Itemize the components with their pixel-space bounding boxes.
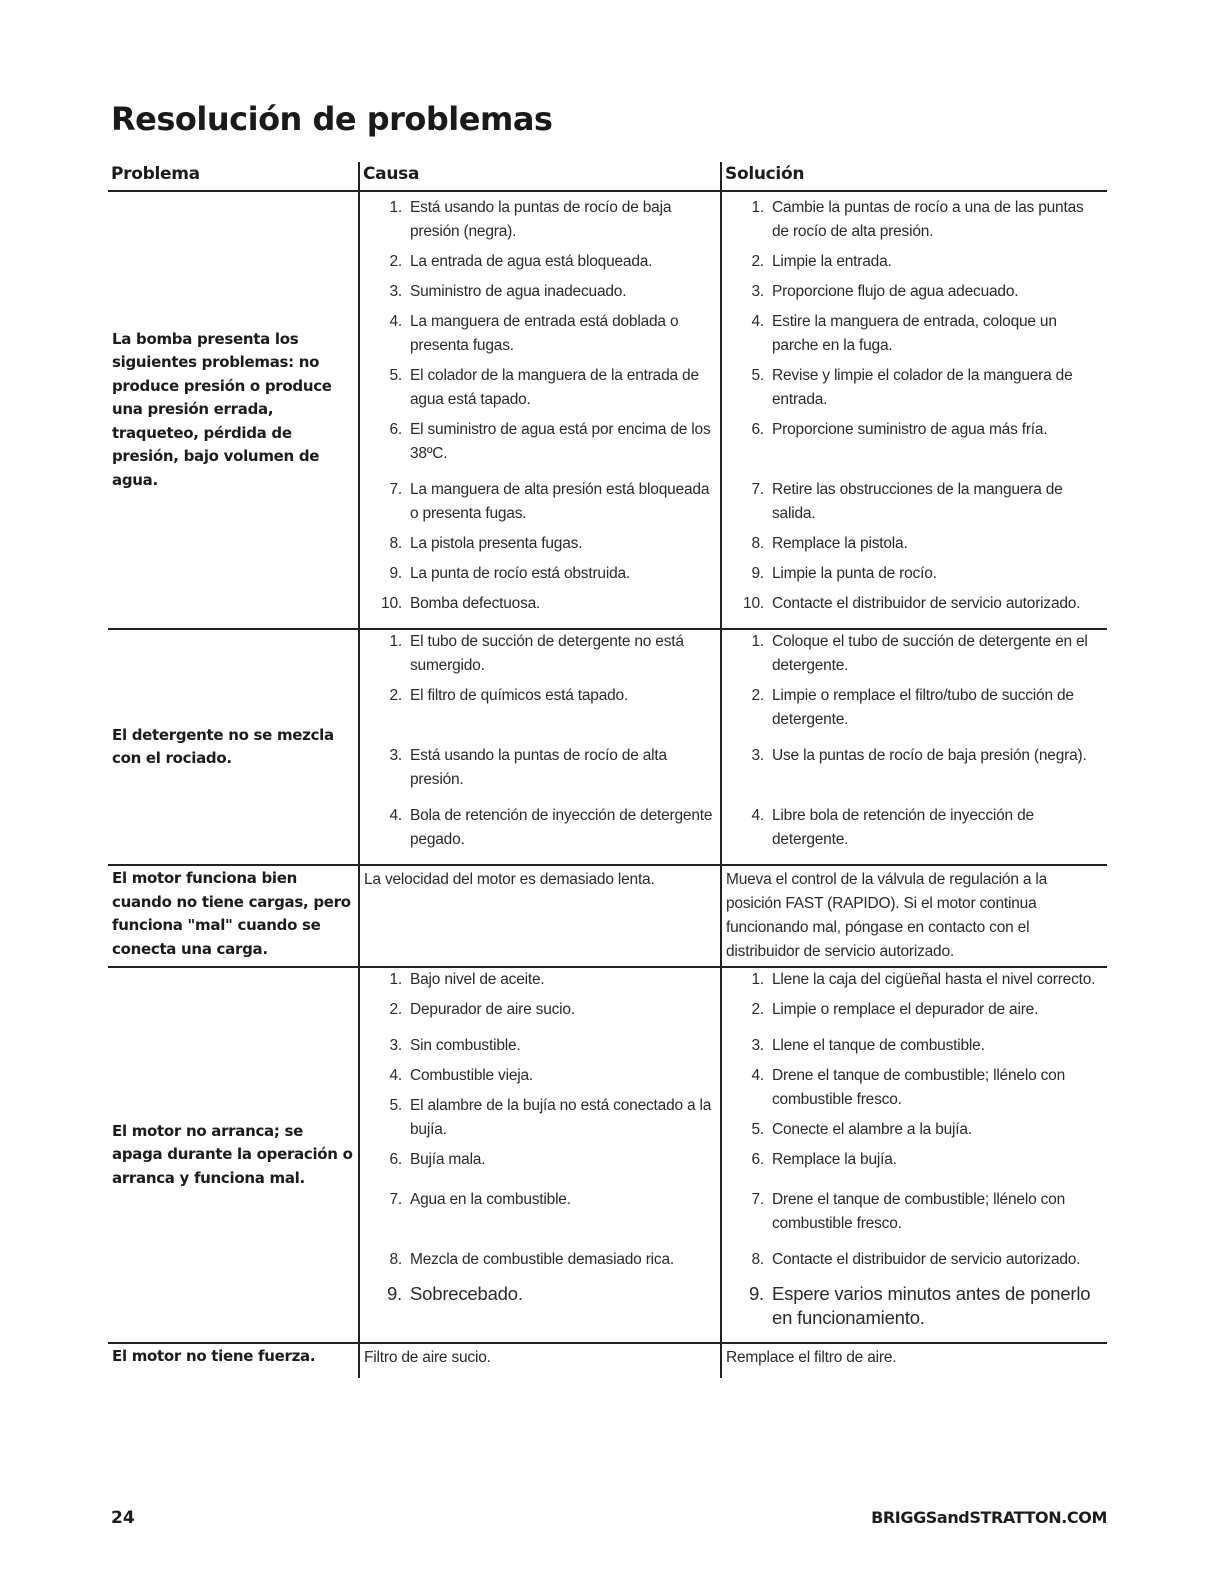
item-number: 3. xyxy=(389,747,402,764)
solution-item xyxy=(722,1034,1108,1058)
cause-item-text: Bujía mala. xyxy=(410,1151,486,1168)
item-number: 7. xyxy=(389,1191,402,1208)
problem-text: El detergente no se mezcla con el rociado. xyxy=(112,725,334,767)
cause-item xyxy=(360,804,720,852)
cause-item-text: Sin combustible. xyxy=(410,1037,521,1054)
cause-item xyxy=(360,250,720,274)
header-solution: Solución xyxy=(725,164,805,184)
cause-item xyxy=(360,592,720,616)
item-number: 9. xyxy=(389,565,402,582)
cause-item-text: La manguera de alta presión está bloqueada o presenta fugas. xyxy=(410,481,710,522)
solution-item-text: Estire la manguera de entrada, coloque un parche en la fuga. xyxy=(772,313,1057,354)
item-number: 5. xyxy=(389,367,402,384)
item-number: 1. xyxy=(751,971,764,988)
solution-item-text: Libre bola de retención de inyección de detergente. xyxy=(772,807,1034,848)
solution-item-text: Cambie la puntas de rocío a una de las puntas de rocío de alta presión. xyxy=(772,199,1084,240)
solution-item xyxy=(722,532,1108,556)
item-number: 8. xyxy=(751,535,764,552)
cause-item-text: Bola de retención de inyección de detergente pegado. xyxy=(410,807,713,848)
solution-item-text: Limpie la punta de rocío. xyxy=(772,565,937,582)
solution-item-text: Espere varios minutos antes de ponerlo en funcionamiento. xyxy=(772,1283,1091,1328)
item-number: 4. xyxy=(751,313,764,330)
item-number: 2. xyxy=(389,253,402,270)
solution-item-text: Proporcione suministro de agua más fría. xyxy=(772,421,1048,438)
solution-item xyxy=(722,592,1108,616)
solution-item-text: Drene el tanque de combustible; llénelo con combustible fresco. xyxy=(772,1067,1065,1108)
solution-item-text: Llene el tanque de combustible. xyxy=(772,1037,985,1054)
item-number: 3. xyxy=(751,1037,764,1054)
cause-item xyxy=(360,1188,720,1242)
header-problem: Problema xyxy=(111,164,200,184)
table-row xyxy=(108,866,1107,968)
item-number: 1. xyxy=(389,199,402,216)
cause-item-text: Bajo nivel de aceite. xyxy=(410,971,545,988)
solution-item xyxy=(722,630,1108,678)
cause-item xyxy=(360,280,720,304)
cause-item-text: Mezcla de combustible demasiado rica. xyxy=(410,1251,674,1268)
item-number: 7. xyxy=(389,481,402,498)
solution-item-text: Revise y limpie el colador de la manguera de entrada. xyxy=(772,367,1073,408)
solution-item xyxy=(722,280,1108,304)
table-row xyxy=(108,968,1107,1344)
item-number: 1. xyxy=(751,633,764,650)
cause-item xyxy=(360,196,720,244)
cause-item-text: Está usando la puntas de rocío de alta presión. xyxy=(410,747,667,788)
item-number: 2. xyxy=(751,687,764,704)
problem-text: La bomba presenta los siguientes problemas: no produce presión o produce una presión errada, traqueteo, pérdida de presión, bajo volumen de agua. xyxy=(112,329,332,489)
solution-item xyxy=(722,364,1108,412)
cause-item xyxy=(360,1148,720,1182)
cause-item xyxy=(360,630,720,678)
cause-item-text: La entrada de agua está bloqueada. xyxy=(410,253,653,270)
solution-text: Remplace el filtro de aire. xyxy=(726,1349,897,1366)
solution-item-text: Llene la caja del cigüeñal hasta el nivel correcto. xyxy=(772,971,1096,988)
cause-text: Filtro de aire sucio. xyxy=(364,1349,491,1366)
solution-item-text: Proporcione flujo de agua adecuado. xyxy=(772,283,1019,300)
cause-item xyxy=(360,998,720,1028)
item-number: 4. xyxy=(751,1067,764,1084)
solution-item-text: Limpie o remplace el filtro/tubo de succión de detergente. xyxy=(772,687,1074,728)
problem-text: El motor funciona bien cuando no tiene cargas, pero funciona "mal" cuando se conecta una carga. xyxy=(112,869,351,958)
cause-item-text: Suministro de agua inadecuado. xyxy=(410,283,627,300)
item-number: 5. xyxy=(389,1097,402,1114)
solution-item xyxy=(722,418,1108,472)
solution-item xyxy=(722,998,1108,1028)
cause-item xyxy=(360,364,720,412)
cause-item xyxy=(360,744,720,798)
cause-item-text: El tubo de succión de detergente no está sumergido. xyxy=(410,633,684,674)
cause-item xyxy=(360,684,720,738)
cause-item xyxy=(360,1094,720,1142)
solution-text: Mueva el control de la válvula de regulación a la posición FAST (RAPIDO). Si el motor continua funcionando mal, póngase en contacto con el distribuidor de servicio autorizado. xyxy=(726,871,1048,960)
item-number: 3. xyxy=(751,283,764,300)
item-number: 6. xyxy=(389,1151,402,1168)
item-number: 8. xyxy=(751,1251,764,1268)
cause-item-text: Depurador de aire sucio. xyxy=(410,1001,575,1018)
item-number: 5. xyxy=(751,367,764,384)
cause-item xyxy=(360,310,720,358)
solution-item xyxy=(722,250,1108,274)
solution-item xyxy=(722,1148,1108,1182)
cause-item-text: Combustible vieja. xyxy=(410,1067,534,1084)
solution-list xyxy=(722,196,1108,616)
table-row xyxy=(108,1344,1107,1378)
table-row xyxy=(108,630,1107,866)
cause-item-text: Bomba defectuosa. xyxy=(410,595,541,612)
solution-list xyxy=(722,968,1108,1330)
table-row xyxy=(108,192,1107,630)
cause-text: La velocidad del motor es demasiado lenta. xyxy=(364,871,655,888)
item-number: 7. xyxy=(751,1191,764,1208)
item-number: 7. xyxy=(751,481,764,498)
website-footer: BRIGGSandSTRATTON.COM xyxy=(871,1508,1107,1527)
item-number: 4. xyxy=(389,313,402,330)
solution-list xyxy=(722,630,1108,852)
table-header-row xyxy=(108,162,1107,192)
cause-item-text: El alambre de la bujía no está conectado a la bujía. xyxy=(410,1097,712,1138)
item-number: 4. xyxy=(389,1067,402,1084)
cause-item-text: Está usando la puntas de rocío de baja presión (negra). xyxy=(410,199,672,240)
solution-item xyxy=(722,196,1108,244)
item-number: 6. xyxy=(751,421,764,438)
item-number: 9. xyxy=(386,1283,402,1304)
solution-item xyxy=(722,310,1108,358)
solution-item-text: Limpie la entrada. xyxy=(772,253,892,270)
solution-item xyxy=(722,478,1108,526)
cause-item xyxy=(360,1248,720,1276)
cause-item-text: El colador de la manguera de la entrada de agua está tapado. xyxy=(410,367,699,408)
cause-item-text: Agua en la combustible. xyxy=(410,1191,571,1208)
solution-item xyxy=(722,1188,1108,1242)
cause-item xyxy=(360,418,720,472)
item-number: 5. xyxy=(751,1121,764,1138)
header-cause: Causa xyxy=(363,164,420,184)
cause-item-text: La manguera de entrada está doblada o presenta fugas. xyxy=(410,313,679,354)
solution-item-text: Use la puntas de rocío de baja presión (negra). xyxy=(772,747,1087,764)
solution-item-text: Coloque el tubo de succión de detergente en el detergente. xyxy=(772,633,1088,674)
solution-item xyxy=(722,1248,1108,1276)
item-number: 2. xyxy=(389,687,402,704)
item-number: 1. xyxy=(389,633,402,650)
item-number: 2. xyxy=(751,1001,764,1018)
item-number: 3. xyxy=(751,747,764,764)
item-number: 10. xyxy=(381,595,402,612)
cause-item xyxy=(360,532,720,556)
item-number: 1. xyxy=(751,199,764,216)
cause-item xyxy=(360,1064,720,1088)
item-number: 8. xyxy=(389,1251,402,1268)
solution-item xyxy=(722,1118,1108,1142)
solution-item-text: Contacte el distribuidor de servicio autorizado. xyxy=(772,595,1081,612)
page-title: Resolución de problemas xyxy=(111,100,553,138)
item-number: 4. xyxy=(389,807,402,824)
cause-item xyxy=(360,968,720,992)
item-number: 1. xyxy=(389,971,402,988)
item-number: 9. xyxy=(748,1283,764,1304)
solution-item xyxy=(722,968,1108,992)
item-number: 9. xyxy=(751,565,764,582)
solution-item-text: Retire las obstrucciones de la manguera de salida. xyxy=(772,481,1063,522)
item-number: 4. xyxy=(751,807,764,824)
solution-item xyxy=(722,562,1108,586)
item-number: 2. xyxy=(389,1001,402,1018)
item-number: 2. xyxy=(751,253,764,270)
solution-item xyxy=(722,804,1108,852)
cause-list xyxy=(360,196,720,616)
cause-item-text: La pistola presenta fugas. xyxy=(410,535,583,552)
cause-list xyxy=(360,968,720,1306)
cause-item xyxy=(360,1282,720,1306)
solution-item-text: Conecte el alambre a la bujía. xyxy=(772,1121,972,1138)
cause-item xyxy=(360,562,720,586)
cause-item xyxy=(360,478,720,526)
cause-item-text: La punta de rocío está obstruida. xyxy=(410,565,631,582)
cause-item-text: El suministro de agua está por encima de los 38ºC. xyxy=(410,421,711,462)
cause-item xyxy=(360,1034,720,1058)
cause-item-text: Sobrecebado. xyxy=(410,1283,523,1304)
solution-item-text: Limpie o remplace el depurador de aire. xyxy=(772,1001,1039,1018)
item-number: 8. xyxy=(389,535,402,552)
solution-item xyxy=(722,744,1108,798)
solution-item-text: Drene el tanque de combustible; llénelo con combustible fresco. xyxy=(772,1191,1065,1232)
item-number: 3. xyxy=(389,283,402,300)
cause-item-text: El filtro de químicos está tapado. xyxy=(410,687,629,704)
troubleshooting-table xyxy=(108,162,1107,1378)
cause-list xyxy=(360,630,720,852)
problem-text: El motor no arranca; se apaga durante la operación o arranca y funciona mal. xyxy=(112,1121,353,1187)
problem-text: El motor no tiene fuerza. xyxy=(112,1347,316,1365)
item-number: 6. xyxy=(751,1151,764,1168)
solution-item xyxy=(722,1064,1108,1112)
solution-item xyxy=(722,684,1108,738)
item-number: 10. xyxy=(743,595,764,612)
item-number: 6. xyxy=(389,421,402,438)
solution-item-text: Remplace la bujía. xyxy=(772,1151,897,1168)
solution-item-text: Contacte el distribuidor de servicio autorizado. xyxy=(772,1251,1081,1268)
solution-item xyxy=(722,1282,1108,1330)
solution-item-text: Remplace la pistola. xyxy=(772,535,908,552)
page-number: 24 xyxy=(111,1508,135,1528)
item-number: 3. xyxy=(389,1037,402,1054)
